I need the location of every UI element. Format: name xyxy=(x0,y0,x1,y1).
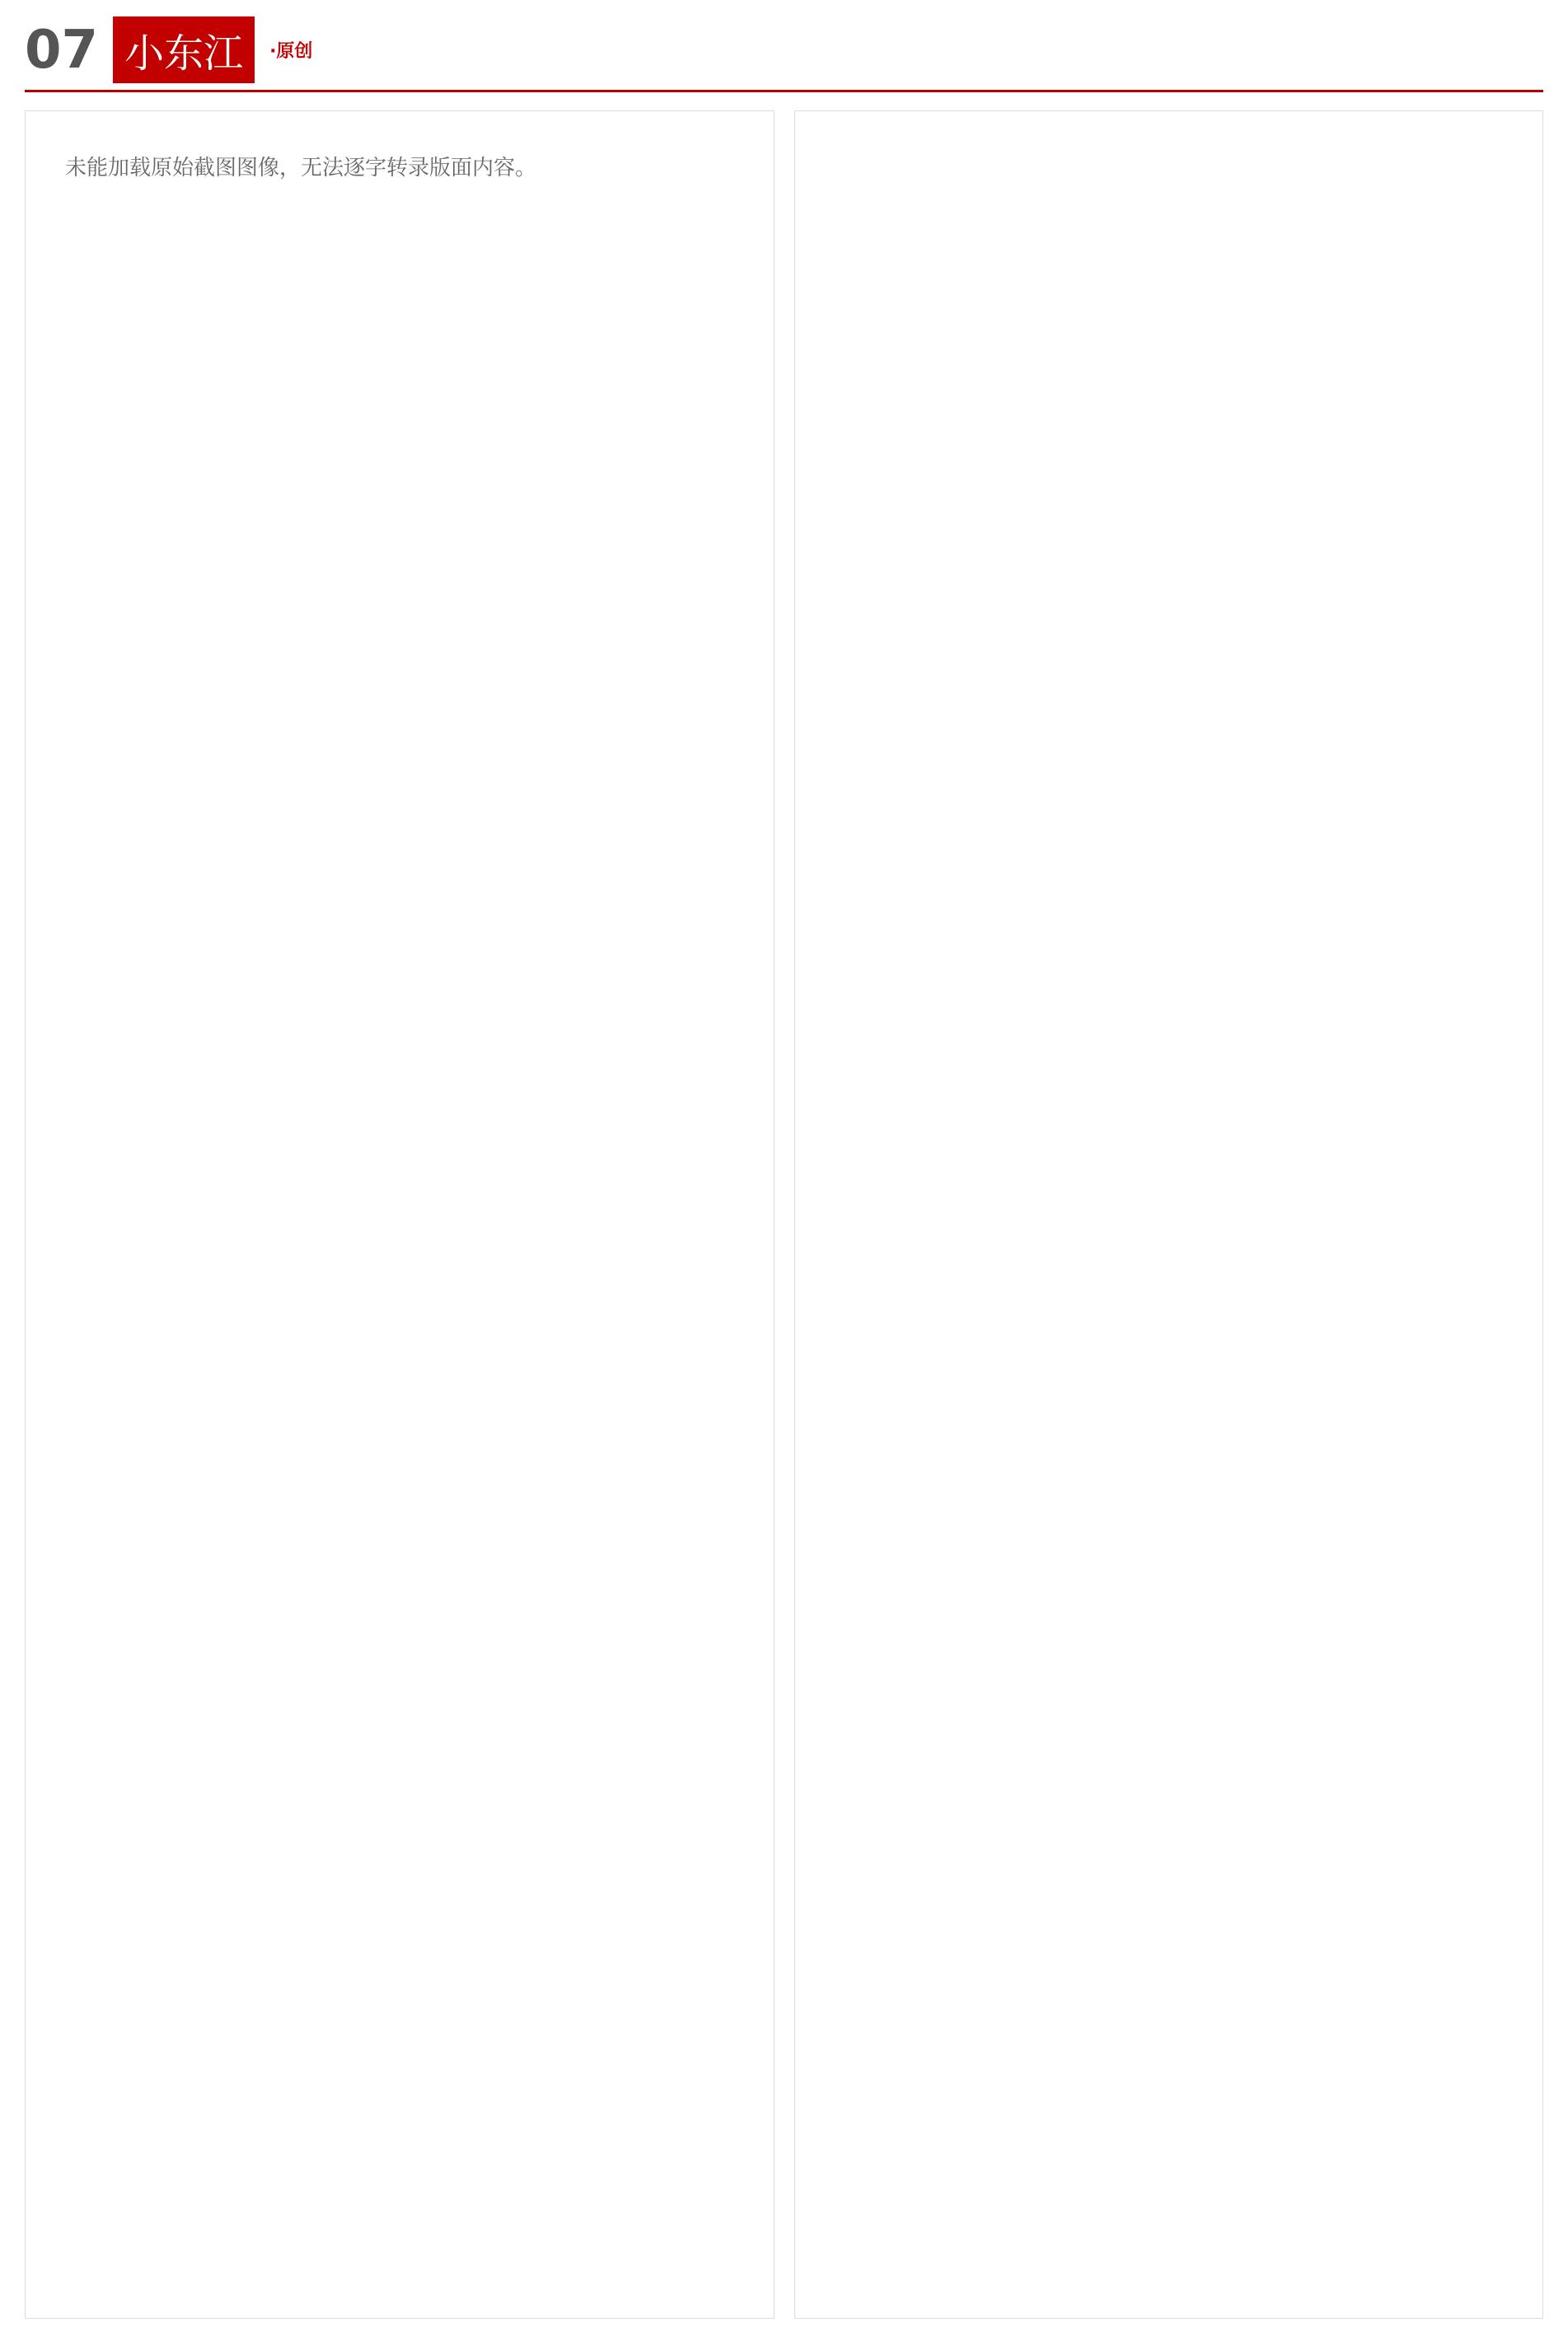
page-header xyxy=(25,16,1543,92)
article-left xyxy=(25,110,775,2319)
load-notice: 未能加载原始截图图像，无法逐字转录版面内容。 xyxy=(65,156,537,180)
column-tag: ·原创 xyxy=(269,41,313,62)
page-number: 07 xyxy=(25,19,99,81)
article-right xyxy=(794,110,1544,2319)
column-name: 小东江 xyxy=(113,16,255,83)
content-area xyxy=(25,110,1543,2319)
